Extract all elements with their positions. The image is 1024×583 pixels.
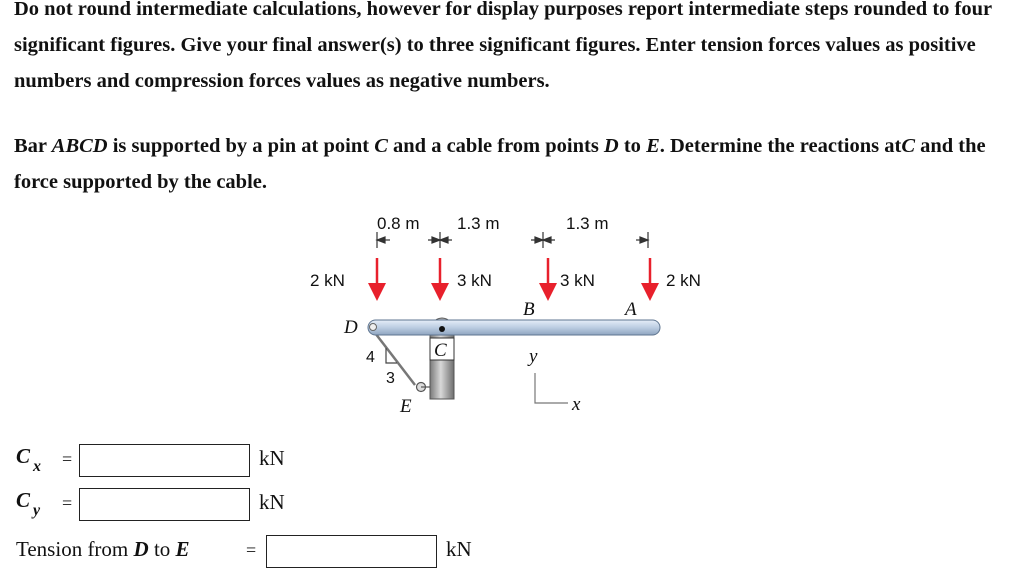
point-c-ref-2: C — [901, 135, 915, 157]
tension-text-2: to — [148, 537, 176, 561]
tension-point-e: E — [175, 537, 190, 561]
bar-abcd — [368, 320, 660, 335]
load-arrow-3-head — [539, 283, 557, 301]
cy-unit: kN — [259, 490, 285, 514]
problem-text-6: and the force supported by the cable. — [14, 135, 986, 193]
load-arrow-1-head — [368, 283, 386, 301]
point-label-b: B — [523, 299, 535, 320]
problem-text-5: . Determine the reactions at — [659, 135, 902, 157]
dim-arrowhead-6 — [640, 237, 648, 243]
cx-equals: = — [62, 449, 73, 469]
cx-subscript: x — [33, 458, 42, 475]
cx-label — [16, 444, 42, 475]
load-arrow-2-head — [431, 283, 449, 301]
dim-label-2: 1.3 m — [457, 214, 500, 233]
load-arrow-4-head — [641, 283, 659, 301]
problem-text-2: is supported by a pin at point — [107, 135, 375, 157]
point-label-a: A — [625, 299, 637, 320]
tension-label — [16, 537, 190, 562]
cx-letter: C — [16, 444, 31, 468]
load-label-1: 2 kN — [310, 271, 345, 290]
problem-text-3: and a cable from points — [387, 135, 604, 157]
cx-unit: kN — [259, 446, 285, 470]
load-label-3: 3 kN — [560, 271, 595, 290]
load-arrows — [368, 258, 659, 301]
bar-diagram-svg — [300, 205, 730, 425]
axis-label-y: y — [529, 346, 538, 367]
problem-statement — [14, 128, 1014, 200]
slope-rise-label: 4 — [366, 349, 375, 366]
slope-run-label: 3 — [386, 370, 395, 387]
cy-letter: C — [16, 488, 31, 512]
point-label-c: C — [434, 340, 447, 361]
dim-arrowhead-1 — [377, 237, 385, 243]
cy-label — [16, 488, 41, 519]
problem-text-4: to — [618, 135, 647, 157]
point-d-ref: D — [603, 135, 619, 157]
dim-label-3: 1.3 m — [566, 214, 609, 233]
point-label-d: D — [344, 317, 358, 338]
cy-subscript: y — [33, 502, 41, 519]
dim-label-1: 0.8 m — [377, 214, 420, 233]
problem-text-1: Bar — [14, 135, 52, 157]
tension-unit: kN — [446, 537, 472, 561]
bar-name: ABCD — [51, 135, 108, 157]
cx-input[interactable] — [79, 444, 250, 477]
dim-arrowhead-5 — [543, 237, 551, 243]
load-label-4: 2 kN — [666, 271, 701, 290]
dim-arrowhead-3 — [440, 237, 448, 243]
axis-label-x: x — [572, 394, 581, 415]
axes-lines — [535, 373, 568, 403]
tension-text-1: Tension from — [16, 537, 134, 561]
dimension-lines — [377, 232, 648, 248]
bar-diagram — [300, 205, 730, 425]
point-c-ref: C — [374, 135, 388, 157]
instructions-text: Do not round intermediate calculations, however for display purposes report intermediate steps rounded to four significant figures. Give your final answer(s) to three significant figures. Enter tension forces values as positive numbers and compression forces values as negative numbers. — [14, 0, 992, 92]
pin-d — [370, 324, 377, 331]
cy-input[interactable] — [79, 488, 250, 521]
tension-input[interactable] — [266, 535, 437, 568]
cy-equals: = — [62, 493, 73, 513]
pin-c — [439, 326, 445, 332]
tension-point-d: D — [133, 537, 149, 561]
load-label-2: 3 kN — [457, 271, 492, 290]
point-label-e: E — [400, 396, 412, 417]
point-e-ref: E — [646, 135, 660, 157]
tension-equals: = — [246, 540, 257, 560]
